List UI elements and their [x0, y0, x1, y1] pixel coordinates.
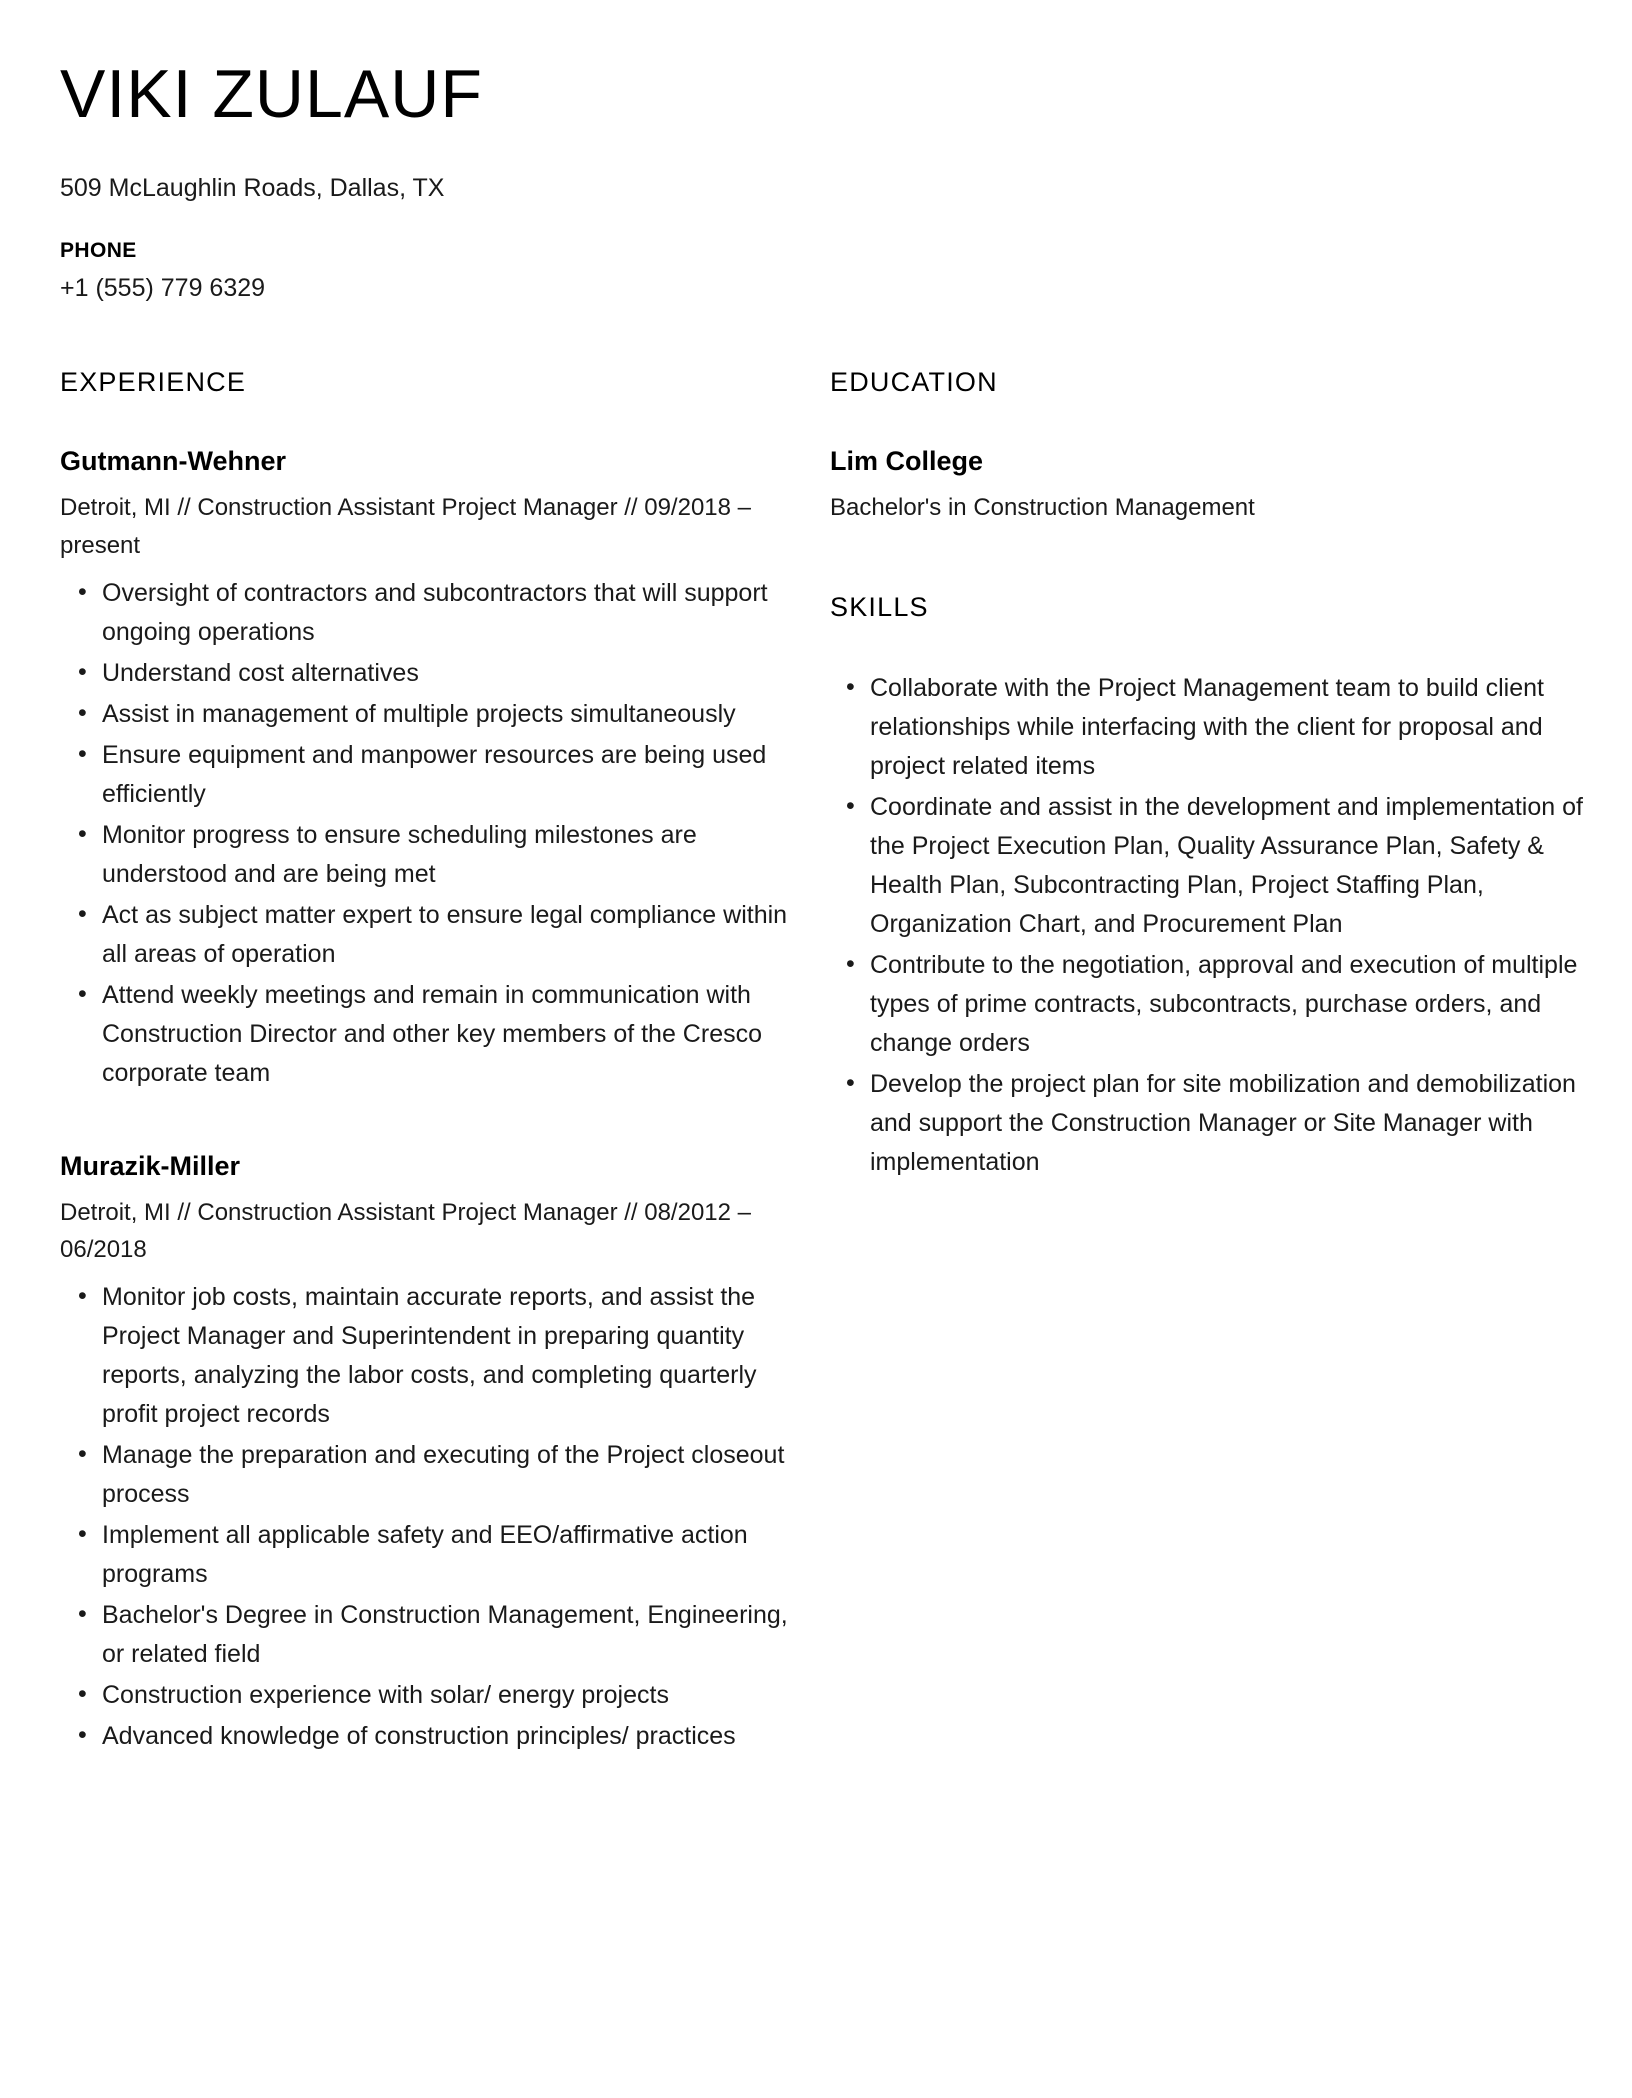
- list-item: • Monitor job costs, maintain accurate reports, and assist the Project Manager and Superintendent in preparing quantity reports, analyzing the labor costs, and completing quarterly profit project records: [60, 1278, 800, 1434]
- education-degree: Bachelor's in Construction Management: [830, 494, 1255, 522]
- phone-label: PHONE: [60, 239, 137, 263]
- list-item: • Oversight of contractors and subcontractors that will support ongoing operations: [60, 574, 800, 652]
- experience-section-title: EXPERIENCE: [60, 366, 247, 397]
- candidate-address: 509 McLaughlin Roads, Dallas, TX: [60, 174, 445, 203]
- list-item: • Advanced knowledge of construction principles/ practices: [60, 1717, 800, 1756]
- list-item: • Understand cost alternatives: [60, 654, 800, 693]
- skills-section: [830, 591, 1610, 1182]
- list-item: • Ensure equipment and manpower resources are being used efficiently: [60, 736, 800, 814]
- experience-organization: Murazik-Miller: [60, 1150, 241, 1181]
- education-school: Lim College: [830, 446, 984, 477]
- experience-section: [60, 366, 800, 1756]
- list-item: • Attend weekly meetings and remain in communication with Construction Director and other key members of the Cresco corporate team: [60, 976, 800, 1093]
- list-item: • Construction experience with solar/ energy projects: [60, 1676, 800, 1715]
- education-section-title: EDUCATION: [830, 366, 998, 397]
- candidate-name: VIKI ZULAUF: [60, 56, 483, 132]
- experience-meta: Detroit, MI // Construction Assistant Project Manager // 09/2018 – present: [60, 494, 751, 559]
- left-column: [60, 366, 820, 1758]
- list-item: • Bachelor's Degree in Construction Management, Engineering, or related field: [60, 1596, 800, 1674]
- resume-header: [60, 48, 1572, 306]
- experience-bullet-list: [60, 574, 800, 1093]
- list-item: • Act as subject matter expert to ensure legal compliance within all areas of operation: [60, 896, 800, 974]
- experience-entry: [60, 1149, 800, 1756]
- list-item: • Develop the project plan for site mobilization and demobilization and support the Construction Manager or Site Manager with implementation: [830, 1065, 1610, 1182]
- list-item: • Monitor progress to ensure scheduling milestones are understood and are being met: [60, 816, 800, 894]
- list-item: • Collaborate with the Project Management team to build client relationships while interfacing with the client for proposal and project related items: [830, 669, 1610, 786]
- resume-columns: [60, 366, 1583, 1758]
- education-section: [830, 366, 1610, 527]
- experience-meta: Detroit, MI // Construction Assistant Project Manager // 08/2012 – 06/2018: [60, 1198, 751, 1264]
- list-item: • Contribute to the negotiation, approval and execution of multiple types of prime contracts, subcontracts, purchase orders, and change orders: [830, 946, 1610, 1063]
- list-item: • Manage the preparation and executing of the Project closeout process: [60, 1436, 800, 1514]
- list-item: • Assist in management of multiple projects simultaneously: [60, 695, 800, 734]
- education-entry: [830, 444, 1610, 526]
- experience-bullet-list: [60, 1278, 800, 1756]
- skills-section-title: SKILLS: [830, 591, 929, 622]
- list-item: • Coordinate and assist in the development and implementation of the Project Execution Plan, Quality Assurance Plan, Safety & Health Plan, Subcontracting Plan, Project Staffing Plan, Organization Chart, and Procurement Plan: [830, 788, 1610, 944]
- skills-bullet-list: [830, 669, 1610, 1182]
- contact-block: [60, 236, 1572, 305]
- phone-value: +1 (555) 779 6329: [60, 273, 266, 302]
- experience-organization: Gutmann-Wehner: [60, 446, 287, 477]
- experience-entry: [60, 444, 800, 1092]
- list-item: • Implement all applicable safety and EEO/affirmative action programs: [60, 1516, 800, 1594]
- right-column: [820, 366, 1610, 1184]
